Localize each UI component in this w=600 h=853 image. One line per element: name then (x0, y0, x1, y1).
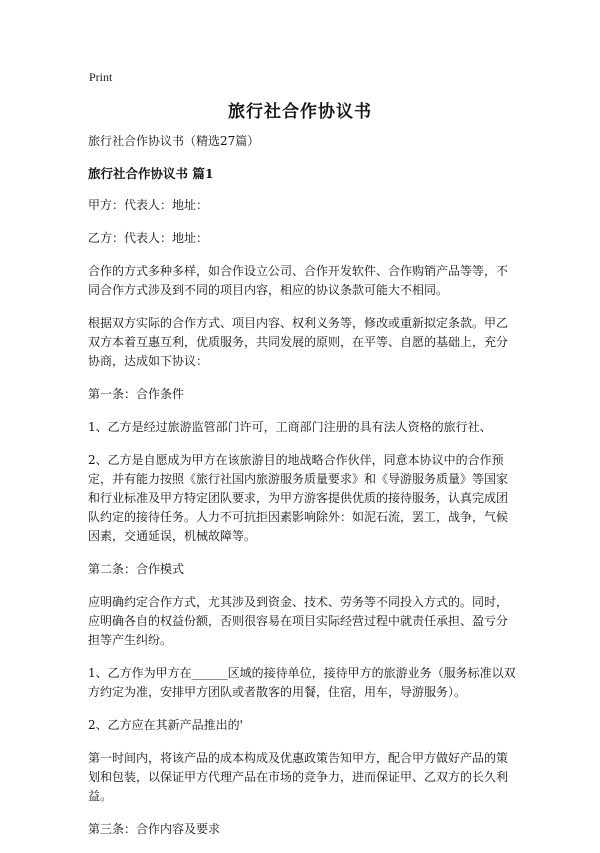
article-2-item-2-continued: 第一时间内，将该产品的成本构成及优惠政策告知甲方，配合甲方做好产品的策划和包装，以保证甲方代理产品在市场的竞争力，进而保证甲、乙双方的长久利益。 (88, 751, 509, 803)
article-2-intro: 应明确约定合作方式，尤其涉及到资金、技术、劳务等不同投入方式的。同时，应明确各自的权益份额，否则很容易在项目实际经营过程中就责任承担、盈亏分担等产生纠纷。 (88, 595, 509, 647)
print-label: Print (89, 70, 113, 84)
paragraph-basis: 根据双方实际的合作方式、项目内容、权利义务等，修改或重新拟定条款。甲乙双方本着互惠互利，优质服务，共同发展的原则，在平等、自愿的基础上，充分协商，达成如下协议： (88, 316, 509, 368)
page-title: 旅行社合作协议书 (228, 102, 372, 122)
article-2-title: 第二条：合作模式 (88, 562, 185, 576)
paragraph-intro: 合作的方式多种多样，如合作设立公司、合作开发软件、合作购销产品等等，不同合作方式涉及到不同的项目内容，相应的协议条款可能大不相同。 (88, 264, 509, 297)
party-a-line: 甲方：代表人：地址： (88, 198, 209, 212)
article-3-title: 第三条：合作内容及要求 (88, 822, 221, 836)
article-2-item-1: 1、乙方作为甲方在______区域的接待单位，接待甲方的旅游业务（服务标准以双方约定为准，安排甲方团队或者散客的用餐，住宿，用车，导游服务）。 (88, 666, 516, 699)
article-1-item-2: 2、乙方是自愿成为甲方在该旅游目的地战略合作伙伴，同意本协议中的合作预定，并有能力按照《旅行社国内旅游服务质量要求》和《导游服务质量》等国家和行业标准及甲方特定团队要求，为甲方游客提供优质的接待服务，认真完成团队约定的接待任务。人力不可抗拒因素影响除外：如泥石流，罢工，战争，气候因素，交通延误，机械故障等。 (88, 453, 509, 543)
document-body (88, 132, 516, 853)
party-b-line: 乙方：代表人：地址： (88, 231, 209, 245)
article-1-title: 第一条：合作条件 (88, 387, 185, 401)
article-2-item-2: 2、乙方应在其新产品推出的' (88, 718, 243, 732)
document-subtitle: 旅行社合作协议书（精选27篇） (88, 134, 260, 148)
section-heading: 旅行社合作协议书 篇1 (88, 166, 214, 181)
article-1-item-1: 1、乙方是经过旅游监管部门许可，工商部门注册的具有法人资格的旅行社、 (88, 420, 492, 434)
